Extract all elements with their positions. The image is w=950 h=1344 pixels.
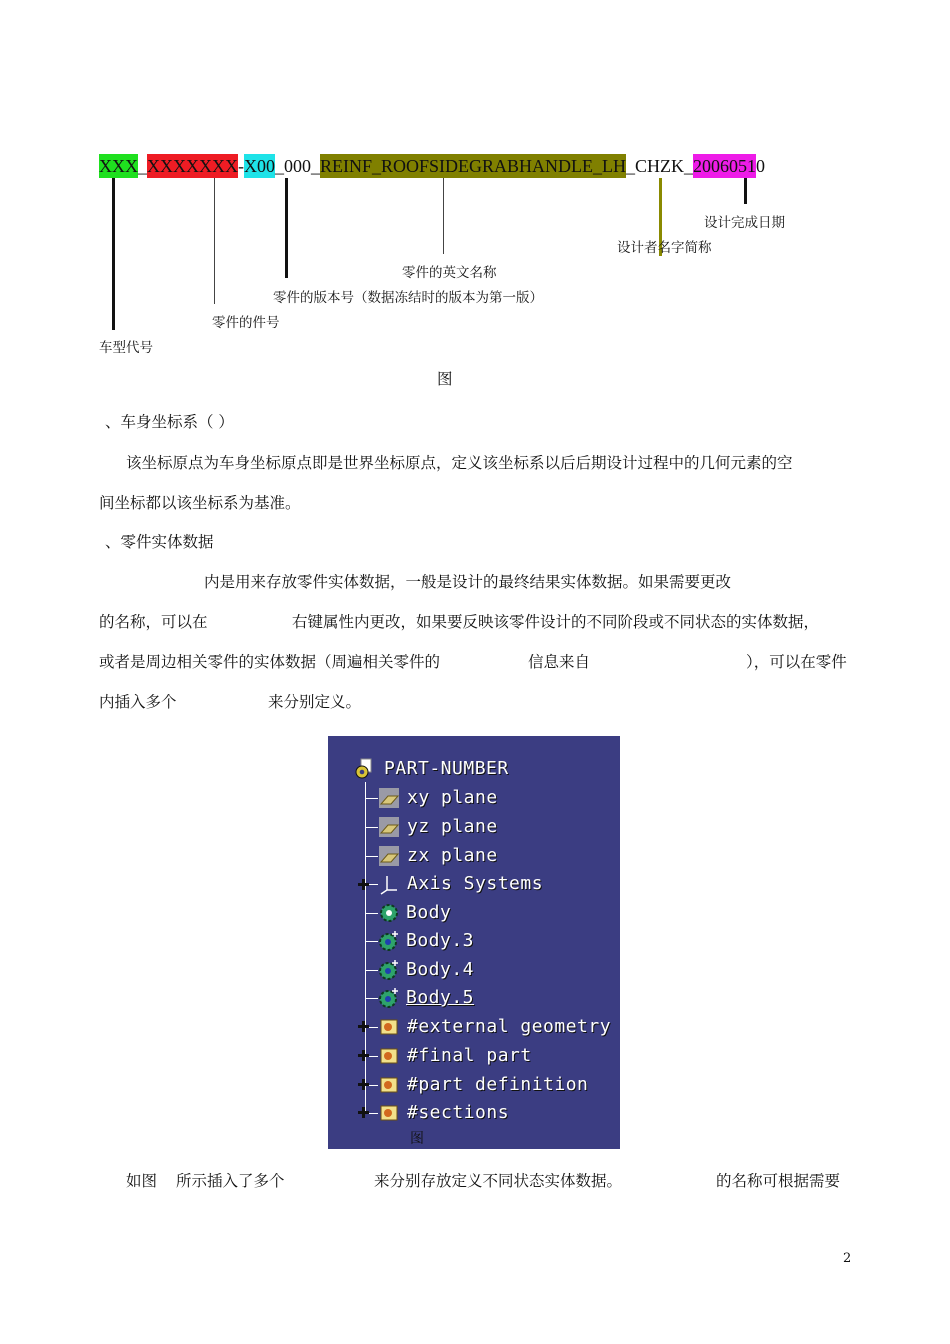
tree-item-yz-plane[interactable]: yz plane xyxy=(407,816,498,837)
tree-branch xyxy=(369,1056,378,1057)
separator: - xyxy=(238,156,244,176)
page-number: 2 xyxy=(843,1251,852,1266)
tree-item-zx-plane[interactable]: zx plane xyxy=(407,845,498,866)
figure-caption: 图 xyxy=(410,1131,424,1147)
paragraph-line: 来分别存放定义不同状态实体数据。 xyxy=(374,1172,623,1190)
date-segment: 2006051 xyxy=(693,156,757,176)
version-leader xyxy=(285,178,288,278)
tree-item-xy-plane[interactable]: xy plane xyxy=(407,787,498,808)
paragraph-line: 或者是周边相关零件的实体数据（周遍相关零件的 xyxy=(99,653,441,671)
paragraph-line: 的名称，可以在 xyxy=(99,613,208,631)
section-heading: 、车身坐标系（ ） xyxy=(105,413,234,431)
geometrical-set-icon xyxy=(378,1016,400,1038)
plane-icon xyxy=(378,845,400,867)
version-segment: X00 xyxy=(244,156,275,176)
figure-caption: 图 xyxy=(437,370,453,388)
part-number-leader xyxy=(214,178,215,304)
tree-item-body-4[interactable]: Body.4 xyxy=(406,959,475,980)
part-number-segment: XXXXXXX xyxy=(147,156,238,176)
geometrical-set-icon xyxy=(378,1074,400,1096)
separator: _000_ xyxy=(275,156,320,176)
english-name-label: 零件的英文名称 xyxy=(402,265,497,281)
tree-item-final-part[interactable]: #final part xyxy=(407,1045,532,1066)
paragraph-line: 间坐标都以该坐标系为基准。 xyxy=(99,494,301,512)
separator: _ xyxy=(138,156,147,176)
tree-branch xyxy=(366,941,378,942)
expand-plus-icon[interactable] xyxy=(358,1050,369,1061)
tree-branch xyxy=(366,998,378,999)
expand-plus-icon[interactable] xyxy=(358,1079,369,1090)
date-tail: 0 xyxy=(756,156,766,176)
tree-branch xyxy=(369,1085,378,1086)
expand-plus-icon[interactable] xyxy=(358,1021,369,1032)
body-gear-icon xyxy=(378,987,400,1009)
paragraph-line: 信息来自 xyxy=(528,653,591,671)
english-name-segment: REINF_ROOFSIDEGRABHANDLE_LH xyxy=(320,156,627,176)
expand-plus-icon[interactable] xyxy=(358,1107,369,1118)
designer-segment: _CHZK_ xyxy=(626,156,694,176)
tree-branch xyxy=(366,970,378,971)
paragraph-line: 内是用来存放零件实体数据，一般是设计的最终结果实体数据。如果需要更改 xyxy=(204,573,732,591)
paragraph-line: 来分别定义。 xyxy=(268,693,362,711)
tree-item-external-geometry[interactable]: #external geometry xyxy=(407,1016,612,1037)
tree-branch xyxy=(366,827,378,828)
paragraph-line: 该坐标原点为车身坐标原点即是世界坐标原点，定义该坐标系以后后期设计过程中的几何元素的空 xyxy=(126,454,793,472)
part-naming-code xyxy=(99,154,765,178)
paragraph-line: 右键属性内更改，如果要反映该零件设计的不同阶段或不同状态的实体数据， xyxy=(292,613,820,631)
vehicle-code-leader xyxy=(112,178,115,330)
date-leader xyxy=(744,178,747,204)
expand-plus-icon[interactable] xyxy=(358,879,369,890)
designer-label: 设计者名字简称 xyxy=(617,240,712,256)
paragraph-line: 内插入多个 xyxy=(99,693,177,711)
version-label: 零件的版本号（数据冻结时的版本为第一版） xyxy=(273,290,543,306)
tree-trunk xyxy=(365,782,366,1112)
part-root-icon xyxy=(353,758,375,780)
tree-item-sections[interactable]: #sections xyxy=(407,1102,510,1123)
part-number-label: 零件的件号 xyxy=(212,315,280,331)
tree-branch xyxy=(369,884,378,885)
tree-item-body[interactable]: Body xyxy=(406,902,452,923)
tree-branch xyxy=(366,798,378,799)
geometrical-set-icon xyxy=(378,1102,400,1124)
tree-branch xyxy=(369,1113,378,1114)
vehicle-code-segment: XXX xyxy=(99,156,138,176)
paragraph-line: 所示插入了多个 xyxy=(176,1172,285,1190)
tree-item-axis-systems[interactable]: Axis Systems xyxy=(407,873,544,894)
paragraph-line: ），可以在零件 xyxy=(746,653,847,671)
english-name-leader xyxy=(443,178,444,254)
plane-icon xyxy=(378,787,400,809)
tree-branch xyxy=(366,913,378,914)
body-gear-icon xyxy=(378,902,400,924)
design-date-label: 设计完成日期 xyxy=(704,215,785,231)
vehicle-code-label: 车型代号 xyxy=(99,340,153,356)
tree-item-body-3[interactable]: Body.3 xyxy=(406,930,475,951)
plane-icon xyxy=(378,816,400,838)
section-heading: 、零件实体数据 xyxy=(105,533,214,551)
specification-tree xyxy=(328,736,620,1149)
paragraph-line: 如图 xyxy=(126,1172,158,1190)
body-gear-icon xyxy=(378,930,400,952)
tree-root-label[interactable]: PART-NUMBER xyxy=(384,758,509,779)
tree-branch xyxy=(369,1027,378,1028)
body-gear-icon xyxy=(378,959,400,981)
tree-item-body-5[interactable]: Body.5 xyxy=(406,987,475,1008)
geometrical-set-icon xyxy=(378,1045,400,1067)
paragraph-line: 的名称可根据需要 xyxy=(716,1172,841,1190)
axis-system-icon xyxy=(378,873,400,895)
tree-branch xyxy=(366,856,378,857)
tree-item-part-definition[interactable]: #part definition xyxy=(407,1074,589,1095)
